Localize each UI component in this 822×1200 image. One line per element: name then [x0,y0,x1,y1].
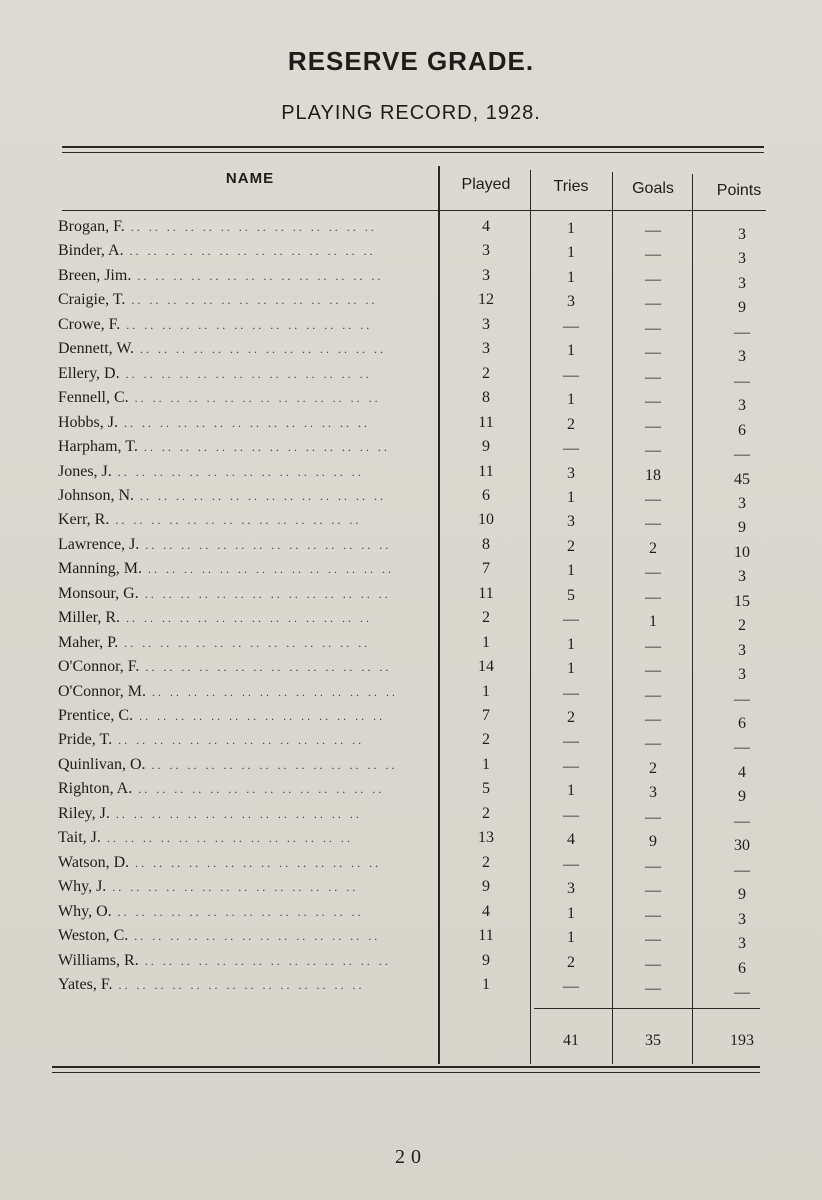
player-name-text: Fennell, C. [58,389,129,407]
table-row [0,365,822,389]
cell-goals: — [645,711,661,728]
cell-played: 4 [482,218,490,235]
player-name [58,903,398,921]
table-row [0,780,822,804]
cell-points: 3 [738,250,746,268]
player-name-text: Yates, F. [58,975,113,993]
cell-points: 3 [738,568,746,586]
cell-tries: — [563,733,579,751]
dot-leader: .. .. .. .. .. .. .. .. .. .. .. .. .. .. [115,513,362,528]
cell-goals: — [645,344,661,362]
cell-played: 9 [482,951,490,969]
cell-tries: 1 [567,562,575,580]
cell-played: 8 [482,535,490,553]
cell-goals: — [645,515,661,533]
cell-tries: 1 [567,660,575,678]
cell-points: 2 [738,617,746,635]
player-name [58,389,398,407]
cell-goals: — [645,270,661,288]
cell-goals: — [645,246,661,264]
cell-tries: 2 [567,415,575,433]
cell-played: 11 [478,413,494,431]
dot-leader: .. .. .. .. .. .. .. .. .. .. .. .. .. .. [143,440,390,455]
table-row [0,267,822,291]
cell-points: 3 [738,910,746,928]
cell-points: 9 [738,519,746,537]
player-name-text: O'Connor, M. [58,682,147,700]
bottom-rule-2 [52,1072,760,1073]
player-name-text: Weston, C. [58,927,129,945]
cell-tries: — [563,757,579,775]
cell-tries: 5 [567,586,575,604]
cell-goals: — [645,979,661,997]
cell-points: 30 [734,837,750,855]
player-name [58,780,398,798]
player-name [58,634,398,652]
cell-tries: 2 [567,953,575,971]
table-row [0,683,822,707]
cell-tries: — [563,806,579,824]
player-name [58,487,398,505]
player-name [58,267,398,285]
totals-rule [534,1008,760,1009]
cell-played: 2 [482,609,490,627]
player-name-text: Righton, A. [58,780,133,798]
cell-goals: — [645,857,661,875]
cell-goals: — [645,808,661,826]
table-row [0,854,822,878]
player-name [58,291,398,309]
cell-goals: — [645,588,661,606]
page-number: 20 [395,1146,427,1168]
cell-tries: 3 [567,880,575,898]
dot-leader: .. .. .. .. .. .. .. .. .. .. .. .. .. .. [112,880,359,895]
player-name [58,414,398,432]
cell-points: 6 [738,421,746,439]
cell-points: 9 [738,788,746,806]
cell-played: 1 [482,633,490,651]
dot-leader: .. .. .. .. .. .. .. .. .. .. .. .. .. .. [125,366,372,381]
cell-tries: 2 [567,537,575,555]
player-name-text: Brogan, F. [58,218,125,235]
total-points: 193 [730,1032,754,1049]
dot-leader: .. .. .. .. .. .. .. .. .. .. .. .. .. .. [144,953,391,968]
player-name-text: Binder, A. [58,242,124,260]
player-name [58,463,398,481]
cell-goals: — [645,417,661,435]
cell-points: 9 [738,299,746,317]
cell-played: 7 [482,560,490,578]
cell-played: 1 [482,755,490,773]
cell-goals: — [645,442,661,460]
cell-goals: — [645,393,661,411]
cell-goals: — [645,368,661,386]
player-name [58,585,398,603]
player-name [58,511,398,529]
cell-played: 9 [482,878,490,896]
player-name-text: Quinlivan, O. [58,755,146,773]
dot-leader: .. .. .. .. .. .. .. .. .. .. .. .. .. .. [134,391,381,406]
cell-played: 8 [482,389,490,407]
player-name-text: Why, O. [58,902,112,920]
player-name-text: Johnson, N. [58,486,135,504]
cell-played: 4 [482,902,490,920]
cell-goals: — [645,882,661,900]
player-name [58,952,398,970]
table-row [0,340,822,364]
table-row [0,903,822,927]
header-rule [62,210,766,211]
player-name-text: Maher, P. [58,633,119,651]
cell-points: 15 [734,592,750,610]
dot-leader: .. .. .. .. .. .. .. .. .. .. .. .. .. .. [148,562,394,577]
table-row [0,634,822,658]
table-row [0,438,822,462]
table-row [0,487,822,511]
player-name-text: Pride, T. [58,731,113,749]
cell-points: 4 [738,763,746,781]
player-name [58,805,398,823]
cell-played: 3 [482,340,490,358]
cell-goals: 9 [649,833,657,851]
table-row [0,658,822,682]
cell-played: 1 [482,682,490,700]
player-name-text: Ellery, D. [58,364,120,382]
cell-tries: 1 [567,244,575,262]
cell-points: — [734,372,750,390]
player-name [58,756,398,774]
player-name [58,536,398,554]
column-header-played: Played [461,176,511,193]
cell-goals: 3 [649,784,657,802]
column-header-tries: Tries [553,178,589,195]
cell-points: — [734,983,750,1001]
cell-played: 3 [482,242,490,260]
top-rule-1 [62,146,764,148]
dot-leader: .. .. .. .. .. .. .. .. .. .. .. .. .. .. [144,586,391,601]
dot-leader: .. .. .. .. .. .. .. .. .. .. .. .. .. .. [140,342,386,357]
dot-leader: .. .. .. .. .. .. .. .. .. .. .. .. .. .. [126,317,373,332]
page-subtitle: PLAYING RECORD, 1928. [281,102,541,124]
cell-points: 9 [738,886,746,904]
player-name-text: Tait, J. [58,829,101,847]
table-row [0,731,822,755]
cell-tries: — [563,317,579,335]
player-name-text: Dennett, W. [58,340,134,358]
cell-goals: 1 [649,613,657,631]
cell-tries: 1 [567,904,575,922]
dot-leader: .. .. .. .. .. .. .. .. .. .. .. .. .. .. [106,831,353,846]
cell-tries: 1 [567,929,575,947]
cell-played: 2 [482,364,490,382]
cell-played: 5 [482,780,490,798]
page-title: RESERVE GRADE. [287,46,535,76]
cell-goals: — [645,319,661,337]
player-name [58,658,398,676]
table-row [0,511,822,535]
cell-points: 6 [738,715,746,732]
cell-played: 7 [482,707,490,724]
cell-played: 2 [482,731,490,749]
cell-played: 11 [478,462,494,480]
dot-leader: .. .. .. .. .. .. .. .. .. .. .. .. .. .. [145,537,392,552]
cell-tries: 1 [567,635,575,653]
player-name-text: Manning, M. [58,560,142,578]
table-row [0,829,822,853]
cell-tries: 3 [567,513,575,531]
cell-points: 3 [738,397,746,415]
cell-played: 2 [482,804,490,822]
dot-leader: .. .. .. .. .. .. .. .. .. .. .. .. .. .. [117,464,364,479]
table-row [0,756,822,780]
table-row [0,976,822,1000]
dot-leader: .. .. .. .. .. .. .. .. .. .. .. .. .. .. [138,782,385,797]
cell-goals: — [645,222,661,239]
cell-goals: — [645,662,661,680]
cell-tries: — [563,977,579,995]
cell-goals: — [645,906,661,924]
cell-goals: 18 [645,466,661,484]
dot-leader: .. .. .. .. .. .. .. .. .. .. .. .. .. .. [139,709,386,723]
player-name-text: Watson, D. [58,853,130,871]
column-header-points: Points [716,182,762,199]
cell-tries: — [563,366,579,384]
table-row [0,316,822,340]
player-name [58,731,398,749]
player-name-text: Miller, R. [58,609,121,627]
cell-points: 3 [738,348,746,366]
dot-leader: .. .. .. .. .. .. .. .. .. .. .. .. .. .. [131,293,378,308]
table-row [0,463,822,487]
dot-leader: .. .. .. .. .. .. .. .. .. .. .. .. .. .. [135,855,382,870]
cell-points: 45 [734,470,750,488]
cell-goals: 2 [649,539,657,557]
table-row [0,952,822,976]
cell-tries: — [563,855,579,873]
player-name-text: Crowe, F. [58,315,121,333]
cell-played: 3 [482,266,490,284]
table-row [0,536,822,560]
dot-leader: .. .. .. .. .. .. .. .. .. .. .. .. .. .. [140,488,387,503]
player-name [58,365,398,383]
cell-played: 14 [478,658,494,676]
cell-tries: 1 [567,268,575,286]
player-name [58,560,398,578]
cell-points: 3 [738,494,746,512]
cell-tries: — [563,684,579,702]
total-goals: 35 [645,1032,661,1049]
cell-points: 3 [738,274,746,292]
player-name [58,316,398,334]
table-row [0,878,822,902]
dot-leader: .. .. .. .. .. .. .. .. .. .. .. .. .. .. [118,733,365,748]
dot-leader: .. .. .. .. .. .. .. .. .. .. .. .. .. .. [151,757,398,772]
table-row [0,242,822,266]
table-row [0,560,822,584]
dot-leader: .. .. .. .. .. .. .. .. .. .. .. .. .. .. [118,977,365,992]
cell-tries: 1 [567,488,575,506]
cell-points: 3 [738,226,746,243]
table-row [0,707,822,731]
bottom-rule-1 [52,1066,760,1068]
dot-leader: .. .. .. .. .. .. .. .. .. .. .. .. .. .. [115,806,362,821]
cell-played: 6 [482,486,490,504]
player-name [58,438,398,456]
dot-leader: .. .. .. .. .. .. .. .. .. .. .. .. .. .. [129,244,376,259]
dot-leader: .. .. .. .. .. .. .. .. .. .. .. .. .. .. [137,268,384,283]
cell-points: 3 [738,641,746,659]
player-name [58,242,398,260]
column-header-goals: Goals [632,180,674,197]
column-header-name: NAME [225,170,275,187]
cell-played: 3 [482,315,490,333]
player-name-text: Why, J. [58,878,107,896]
cell-tries: 1 [567,782,575,800]
cell-played: 13 [478,829,494,847]
player-name-text: Williams, R. [58,951,139,969]
cell-points: 10 [734,543,750,561]
cell-goals: — [645,931,661,949]
cell-points: — [734,323,750,341]
cell-tries: 3 [567,464,575,482]
player-name [58,854,398,872]
cell-points: 3 [738,666,746,684]
cell-played: 2 [482,853,490,871]
cell-played: 10 [478,511,494,529]
cell-goals: — [645,637,661,655]
cell-points: — [734,861,750,879]
cell-goals: — [645,735,661,753]
player-name [58,218,398,236]
cell-goals: — [645,564,661,582]
player-name-text: Harpham, T. [58,438,138,456]
player-name [58,340,398,358]
cell-points: — [734,739,750,757]
player-name-text: O'Connor, F. [58,658,140,676]
player-name-text: Kerr, R. [58,511,110,529]
player-name-text: Riley, J. [58,804,110,822]
dot-leader: .. .. .. .. .. .. .. .. .. .. .. .. .. .. [124,635,371,650]
top-rule-2 [62,152,764,153]
totals-row [0,1032,822,1056]
player-name-text: Craigie, T. [58,291,126,309]
cell-goals: — [645,686,661,704]
dot-leader: .. .. .. .. .. .. .. .. .. .. .. .. .. .. [134,929,381,944]
cell-points: — [734,812,750,830]
player-name [58,878,398,896]
player-name-text: Monsour, G. [58,584,139,602]
cell-played: 11 [478,927,494,945]
table-row [0,585,822,609]
dot-leader: .. .. .. .. .. .. .. .. .. .. .. .. .. .. [126,611,373,626]
player-name-text: Breen, Jim. [58,266,132,284]
table-row [0,291,822,315]
player-name [58,976,398,994]
cell-tries: 4 [567,831,575,849]
cell-tries: 2 [567,709,575,726]
cell-goals: — [645,490,661,508]
cell-tries: — [563,440,579,458]
player-name-text: Prentice, C. [58,707,134,724]
cell-points: 3 [738,935,746,953]
player-name [58,609,398,627]
cell-played: 9 [482,438,490,456]
player-name [58,829,398,847]
dot-leader: .. .. .. .. .. .. .. .. .. .. .. .. .. .. [152,684,398,699]
table-row [0,609,822,633]
cell-tries: 1 [567,391,575,409]
table-row [0,805,822,829]
dot-leader: .. .. .. .. .. .. .. .. .. .. .. .. .. .. [130,220,377,234]
player-name [58,927,398,945]
cell-goals: — [645,295,661,313]
cell-goals: 2 [649,759,657,777]
table-row [0,218,822,242]
dot-leader: .. .. .. .. .. .. .. .. .. .. .. .. .. .. [145,660,392,675]
cell-tries: 1 [567,220,575,237]
player-name-text: Hobbs, J. [58,413,119,431]
player-name [58,683,398,701]
total-tries: 41 [563,1032,579,1049]
cell-played: 1 [482,975,490,993]
player-name-text: Lawrence, J. [58,535,140,553]
cell-points: — [734,690,750,708]
cell-goals: — [645,955,661,973]
player-name-text: Jones, J. [58,462,112,480]
cell-points: 6 [738,959,746,977]
cell-tries: — [563,611,579,629]
cell-tries: 3 [567,293,575,311]
dot-leader: .. .. .. .. .. .. .. .. .. .. .. .. .. .. [117,904,364,919]
cell-played: 11 [478,584,494,602]
player-name [58,707,398,725]
table-row [0,414,822,438]
table-row [0,389,822,413]
cell-points: — [734,446,750,464]
table-row [0,927,822,951]
dot-leader: .. .. .. .. .. .. .. .. .. .. .. .. .. .. [124,415,371,430]
cell-tries: 1 [567,342,575,360]
cell-played: 12 [478,291,494,309]
